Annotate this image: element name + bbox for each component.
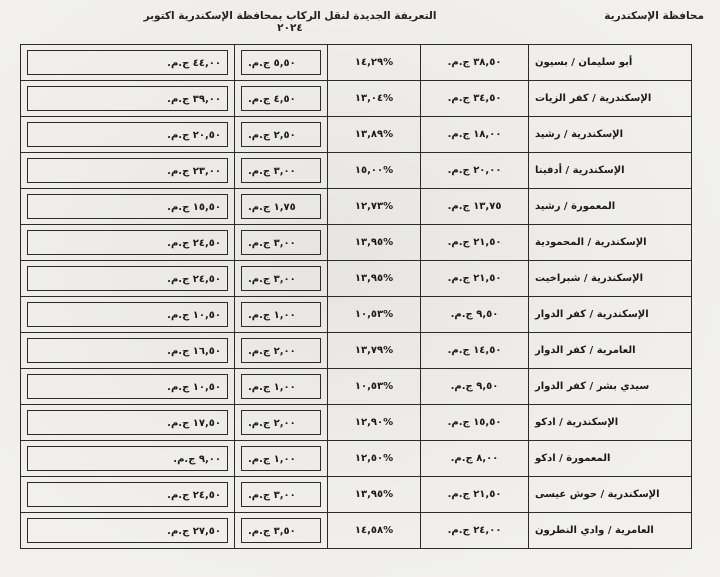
new-fare-cell	[21, 441, 235, 477]
increase-percent-cell	[328, 405, 421, 441]
new-fare-box	[27, 374, 228, 399]
increase-amount-value: ١,٠٠ ج.م.	[248, 454, 296, 465]
increase-percent-value: %١٠,٥٣	[354, 309, 394, 320]
old-fare-value: ١٣,٧٥ ج.م.	[447, 201, 502, 212]
new-fare-box	[27, 266, 228, 291]
new-fare-value: ٢٤,٥٠ ج.م.	[167, 238, 221, 249]
new-fare-box	[27, 482, 228, 507]
table-row	[21, 117, 692, 153]
old-fare-cell	[421, 369, 529, 405]
increase-percent-cell	[328, 477, 421, 513]
new-fare-box	[27, 338, 228, 363]
increase-amount-box	[241, 374, 321, 399]
increase-amount-cell	[235, 225, 328, 261]
table-row	[21, 261, 692, 297]
increase-percent-value: %١٤,٥٨	[354, 525, 394, 536]
table-row	[21, 441, 692, 477]
increase-percent-cell	[328, 117, 421, 153]
increase-amount-cell	[235, 189, 328, 225]
route-cell	[529, 189, 692, 225]
route-cell	[529, 369, 692, 405]
increase-percent-cell	[328, 369, 421, 405]
increase-amount-value: ٣,٥٠ ج.م.	[248, 526, 296, 537]
route-cell	[529, 513, 692, 549]
old-fare-cell	[421, 513, 529, 549]
new-fare-cell	[21, 81, 235, 117]
route-value: الإسكندرية / أدفينا	[535, 165, 625, 176]
increase-amount-value: ٣,٠٠ ج.م.	[248, 490, 296, 501]
old-fare-value: ١٥,٥٠ ج.م.	[447, 417, 502, 428]
route-value: الإسكندرية / المحمودية	[535, 237, 647, 248]
old-fare-cell	[421, 117, 529, 153]
increase-amount-cell	[235, 333, 328, 369]
route-value: الإسكندرية / رشيد	[535, 129, 624, 140]
old-fare-value: ١٤,٥٠ ج.م.	[447, 345, 502, 356]
increase-percent-cell	[328, 333, 421, 369]
new-fare-cell	[21, 261, 235, 297]
old-fare-value: ٢١,٥٠ ج.م.	[447, 237, 502, 248]
increase-amount-cell	[235, 117, 328, 153]
increase-amount-box	[241, 518, 321, 543]
new-fare-box	[27, 410, 228, 435]
new-fare-cell	[21, 405, 235, 441]
old-fare-cell	[421, 297, 529, 333]
increase-percent-value: %١٣,٧٩	[354, 345, 394, 356]
new-fare-box	[27, 518, 228, 543]
old-fare-value: ٣٤,٥٠ ج.م.	[447, 93, 502, 104]
old-fare-value: ٨,٠٠ ج.م.	[450, 453, 499, 464]
new-fare-box	[27, 86, 228, 111]
table-row	[21, 297, 692, 333]
increase-percent-value: %١٥,٠٠	[354, 165, 394, 176]
table-row	[21, 513, 692, 549]
new-fare-box	[27, 194, 228, 219]
new-fare-box	[27, 158, 228, 183]
new-fare-cell	[21, 477, 235, 513]
increase-amount-box	[241, 302, 321, 327]
old-fare-cell	[421, 189, 529, 225]
old-fare-value: ٢١,٥٠ ج.م.	[447, 273, 502, 284]
route-cell	[529, 225, 692, 261]
old-fare-cell	[421, 441, 529, 477]
table-row	[21, 369, 692, 405]
table-row	[21, 333, 692, 369]
increase-amount-box	[241, 86, 321, 111]
new-fare-cell	[21, 225, 235, 261]
increase-amount-box	[241, 50, 321, 75]
increase-amount-value: ٤,٥٠ ج.م.	[248, 94, 296, 105]
route-value: الإسكندرية / حوش عيسى	[535, 489, 660, 500]
table-row	[21, 477, 692, 513]
new-fare-value: ١٧,٥٠ ج.م.	[167, 418, 221, 429]
old-fare-cell	[421, 405, 529, 441]
table-row	[21, 405, 692, 441]
increase-amount-box	[241, 446, 321, 471]
increase-amount-value: ٢,٥٠ ج.م.	[248, 130, 296, 141]
old-fare-cell	[421, 261, 529, 297]
route-value: الإسكندرية / كفر الدوار	[535, 309, 649, 320]
new-fare-box	[27, 50, 228, 75]
increase-percent-cell	[328, 45, 421, 81]
increase-amount-box	[241, 338, 321, 363]
new-fare-cell	[21, 45, 235, 81]
increase-percent-value: %١٣,٩٥	[354, 489, 394, 500]
increase-amount-box	[241, 266, 321, 291]
increase-percent-value: %١٠,٥٣	[354, 381, 394, 392]
route-value: الإسكندرية / ادكو	[535, 417, 619, 428]
old-fare-value: ٩,٥٠ ج.م.	[450, 381, 499, 392]
new-fare-box	[27, 230, 228, 255]
increase-percent-value: %١٤,٢٩	[354, 57, 394, 68]
route-value: العامرية / كفر الدوار	[535, 345, 636, 356]
new-fare-cell	[21, 117, 235, 153]
increase-amount-value: ٢,٠٠ ج.م.	[248, 346, 296, 357]
new-fare-value: ٩,٠٠ ج.م.	[173, 454, 221, 465]
increase-amount-cell	[235, 81, 328, 117]
route-cell	[529, 441, 692, 477]
increase-amount-value: ١,٠٠ ج.م.	[248, 310, 296, 321]
old-fare-cell	[421, 333, 529, 369]
increase-percent-cell	[328, 189, 421, 225]
new-fare-cell	[21, 297, 235, 333]
increase-amount-cell	[235, 405, 328, 441]
route-cell	[529, 153, 692, 189]
document-title: التعريفة الجديدة لنقل الركاب بمحافظة الإسكندرية اكتوبر ٢٠٢٤	[143, 10, 437, 34]
new-fare-value: ٢٤,٥٠ ج.م.	[167, 490, 221, 501]
new-fare-cell	[21, 153, 235, 189]
increase-amount-value: ٣,٠٠ ج.م.	[248, 166, 296, 177]
table-row	[21, 45, 692, 81]
increase-percent-cell	[328, 153, 421, 189]
increase-amount-cell	[235, 369, 328, 405]
new-fare-box	[27, 446, 228, 471]
old-fare-cell	[421, 477, 529, 513]
increase-amount-box	[241, 158, 321, 183]
increase-amount-value: ٣,٠٠ ج.م.	[248, 238, 296, 249]
new-fare-value: ٢٤,٥٠ ج.م.	[167, 274, 221, 285]
route-cell	[529, 477, 692, 513]
increase-percent-value: %١٢,٥٠	[354, 453, 394, 464]
increase-amount-cell	[235, 45, 328, 81]
increase-amount-cell	[235, 441, 328, 477]
new-fare-cell	[21, 369, 235, 405]
route-value: الإسكندرية / كفر الزيات	[535, 93, 652, 104]
new-fare-value: ١٥,٥٠ ج.م.	[167, 202, 221, 213]
increase-amount-box	[241, 194, 321, 219]
old-fare-cell	[421, 45, 529, 81]
table-row	[21, 189, 692, 225]
route-cell	[529, 261, 692, 297]
new-fare-box	[27, 122, 228, 147]
increase-amount-value: ١,٠٠ ج.م.	[248, 382, 296, 393]
increase-percent-cell	[328, 513, 421, 549]
increase-amount-box	[241, 482, 321, 507]
new-fare-value: ١٦,٥٠ ج.م.	[167, 346, 221, 357]
increase-percent-value: %١٣,٨٩	[354, 129, 394, 140]
route-cell	[529, 297, 692, 333]
increase-percent-value: %١٣,٠٤	[354, 93, 394, 104]
increase-amount-cell	[235, 297, 328, 333]
old-fare-cell	[421, 81, 529, 117]
new-fare-value: ١٠,٥٠ ج.م.	[167, 382, 221, 393]
new-fare-value: ٢٠,٥٠ ج.م.	[167, 130, 221, 141]
increase-amount-cell	[235, 513, 328, 549]
increase-amount-box	[241, 122, 321, 147]
table-row	[21, 81, 692, 117]
increase-percent-cell	[328, 81, 421, 117]
old-fare-value: ٩,٥٠ ج.م.	[450, 309, 499, 320]
route-cell	[529, 333, 692, 369]
increase-percent-value: %١٣,٩٥	[354, 237, 394, 248]
fares-table-body	[21, 45, 692, 549]
increase-amount-value: ٣,٠٠ ج.م.	[248, 274, 296, 285]
new-fare-value: ١٠,٥٠ ج.م.	[167, 310, 221, 321]
increase-amount-cell	[235, 477, 328, 513]
increase-amount-value: ٥,٥٠ ج.م.	[248, 58, 296, 69]
route-cell	[529, 405, 692, 441]
increase-percent-cell	[328, 441, 421, 477]
new-fare-cell	[21, 189, 235, 225]
route-value: العامرية / وادي النطرون	[535, 525, 654, 536]
new-fare-value: ٢٣,٠٠ ج.م.	[167, 166, 221, 177]
table-row	[21, 225, 692, 261]
table-row	[21, 153, 692, 189]
increase-amount-box	[241, 230, 321, 255]
increase-percent-value: %١٢,٧٣	[354, 201, 394, 212]
fares-table	[20, 44, 692, 549]
increase-amount-cell	[235, 261, 328, 297]
old-fare-value: ٢٠,٠٠ ج.م.	[447, 165, 502, 176]
increase-percent-value: %١٣,٩٥	[354, 273, 394, 284]
increase-amount-box	[241, 410, 321, 435]
route-value: الإسكندرية / شبراخيت	[535, 273, 644, 284]
route-value: المعمورة / رشيد	[535, 201, 616, 212]
increase-amount-value: ٢,٠٠ ج.م.	[248, 418, 296, 429]
old-fare-value: ٢١,٥٠ ج.م.	[447, 489, 502, 500]
route-value: المعمورة / ادكو	[535, 453, 611, 464]
new-fare-box	[27, 302, 228, 327]
increase-percent-value: %١٢,٩٠	[354, 417, 394, 428]
old-fare-cell	[421, 153, 529, 189]
increase-percent-cell	[328, 261, 421, 297]
increase-percent-cell	[328, 225, 421, 261]
new-fare-cell	[21, 333, 235, 369]
new-fare-value: ٣٩,٠٠ ج.م.	[167, 94, 221, 105]
old-fare-value: ٣٨,٥٠ ج.م.	[447, 57, 502, 68]
new-fare-cell	[21, 513, 235, 549]
route-value: أبو سليمان / بسيون	[535, 57, 633, 68]
old-fare-value: ٢٤,٠٠ ج.م.	[447, 525, 502, 536]
route-value: سيدي بشر / كفر الدوار	[535, 381, 650, 392]
governorate-label: محافظة الإسكندرية	[604, 10, 704, 22]
increase-amount-value: ١,٧٥ ج.م.	[248, 202, 296, 213]
route-cell	[529, 45, 692, 81]
route-cell	[529, 81, 692, 117]
new-fare-value: ٤٤,٠٠ ج.م.	[167, 58, 221, 69]
old-fare-cell	[421, 225, 529, 261]
new-fare-value: ٢٧,٥٠ ج.م.	[167, 526, 221, 537]
old-fare-value: ١٨,٠٠ ج.م.	[447, 129, 502, 140]
increase-amount-cell	[235, 153, 328, 189]
route-cell	[529, 117, 692, 153]
increase-percent-cell	[328, 297, 421, 333]
